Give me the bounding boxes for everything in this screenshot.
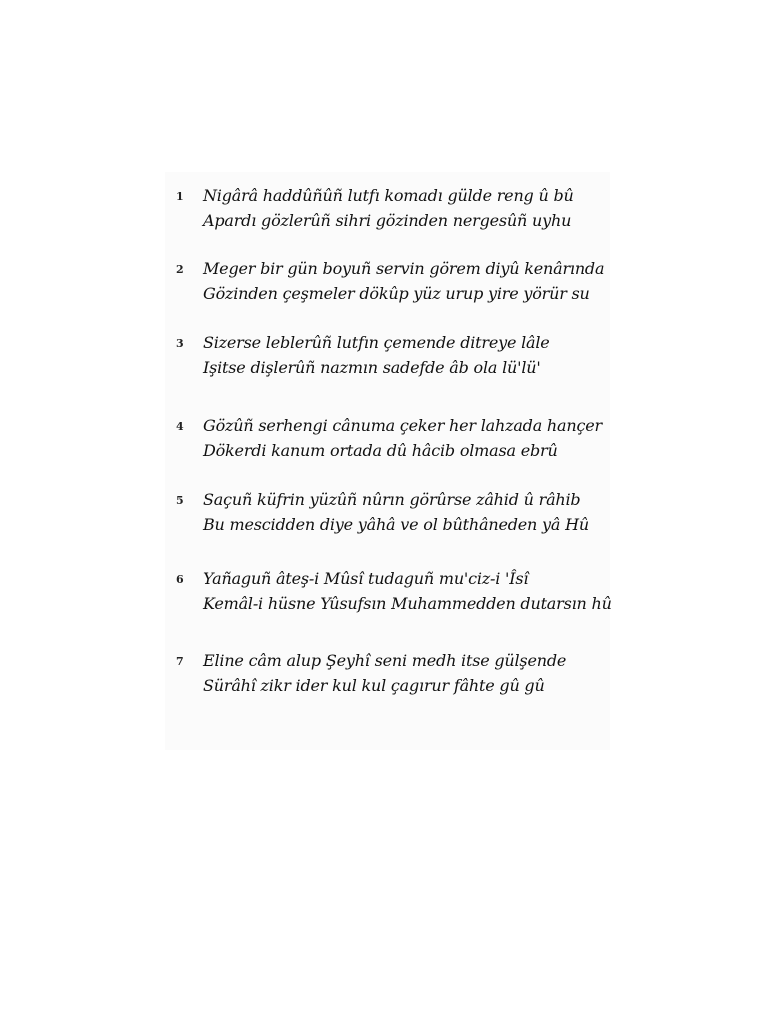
verse-line-1: Gözûñ serhengi cânuma çeker her lahzada hançer — [203, 416, 602, 435]
verse-line-2: Bu mescidden diye yâhâ ve ol bûthâneden yâ Hû — [203, 515, 589, 534]
stanza-number: 4 — [176, 420, 184, 433]
verse-line-2: Apardı gözlerûñ sihri gözinden nergesûñ uyhu — [203, 211, 572, 230]
stanza-number: 1 — [176, 190, 184, 203]
verse-line-2: Dökerdi kanum ortada dû hâcib olmasa ebrû — [203, 441, 558, 460]
verse-line-1: Meger bir gün boyuñ servin görem diyû kenârında — [203, 259, 605, 278]
stanza-number: 5 — [176, 494, 184, 507]
verse-line-1: Yañaguñ âteş-i Mûsî tudaguñ mu'ciz-i 'Îsî — [203, 569, 529, 588]
verse-line-2: Işitse dişlerûñ nazmın sadefde âb ola lü'lü' — [203, 358, 541, 377]
verse-line-2: Gözinden çeşmeler dökûp yüz urup yire yörür su — [203, 284, 590, 303]
stanza-number: 7 — [176, 655, 184, 668]
verse-line-1: Saçuñ küfrin yüzûñ nûrın görûrse zâhid û râhib — [203, 490, 581, 509]
verse-line-2: Sürâhî zikr ider kul kul çagırur fâhte gû gû — [203, 676, 545, 695]
verse-line-1: Nigârâ haddûñûñ lutfı komadı gülde reng û bû — [203, 186, 574, 205]
verse-line-1: Sizerse leblerûñ lutfın çemende ditreye lâle — [203, 333, 550, 352]
verse-line-1: Eline câm alup Şeyhî seni medh itse gülşende — [203, 651, 567, 670]
stanza-number: 3 — [176, 337, 184, 350]
verse-line-2: Kemâl-i hüsne Yûsufsın Muhammedden dutarsın hû — [203, 594, 612, 613]
stanza-number: 2 — [176, 263, 184, 276]
stanza-number: 6 — [176, 573, 184, 586]
